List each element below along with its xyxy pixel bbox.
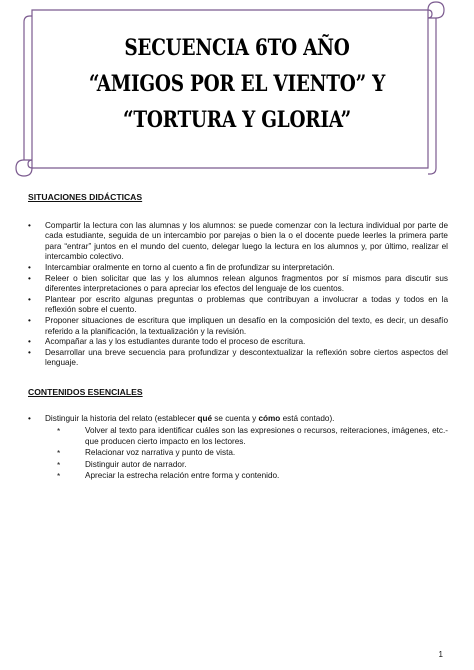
asterisk-icon: *	[57, 460, 61, 470]
contenidos-list	[28, 414, 448, 483]
page-number: 1	[438, 650, 443, 659]
bullet-icon: •	[28, 413, 31, 423]
title-line-1: SECUENCIA 6TO AÑO	[124, 35, 350, 61]
bullet-icon: •	[28, 337, 31, 347]
list-item	[28, 221, 448, 263]
list-item	[28, 274, 448, 295]
bullet-icon: •	[28, 273, 31, 283]
list-item	[28, 316, 448, 337]
list-item-text: Acompañar a las y los estudiantes durante todo el proceso de escritura.	[45, 337, 306, 347]
list-item	[28, 414, 448, 483]
title-line-3: “TORTURA Y GLORIA”	[123, 107, 351, 133]
bold-segment: cómo	[258, 413, 281, 423]
main-item-text	[45, 414, 334, 423]
title-line-2: “AMIGOS POR EL VIENTO” Y	[88, 71, 386, 97]
bullet-icon: •	[28, 347, 31, 357]
sub-item-text: Volver al texto para identificar cuáles son las expresiones o recursos, reiteraciones, imágenes, etc.- que producen cierto impacto en los lectores.	[85, 426, 448, 446]
list-item	[28, 348, 448, 369]
list-item	[28, 295, 448, 316]
bold-segment: qué	[197, 413, 213, 423]
asterisk-icon: *	[57, 427, 61, 437]
sub-item-text: Apreciar la estrecha relación entre forma y contenido.	[85, 471, 280, 481]
title-banner	[0, 0, 474, 185]
document-body	[28, 192, 448, 482]
section-heading-contenidos: CONTENIDOS ESENCIALES	[28, 386, 143, 397]
document-title	[85, 30, 388, 138]
bullet-icon: •	[28, 220, 31, 230]
list-item-text: Plantear por escrito algunas preguntas o problemas que contribuyan a involucrar a todas y todos en la reflexión sobre el cuento.	[45, 294, 448, 315]
list-item-text: Proponer situaciones de escritura que impliquen un desafío en la composición del texto, es decir, un desafío referido a la planificación, la textualización y la revisión.	[45, 315, 448, 336]
list-item	[28, 263, 448, 274]
sub-list-item	[57, 459, 448, 471]
text-segment: está contado).	[280, 413, 335, 423]
sub-item-text: Relacionar voz narrativa y punto de vista.	[85, 448, 236, 458]
sub-item-text: Distinguir autor de narrador.	[85, 459, 187, 469]
bullet-icon: •	[28, 262, 31, 272]
asterisk-icon: *	[57, 472, 61, 482]
bullet-icon: •	[28, 294, 31, 304]
sub-list-item	[57, 425, 448, 447]
list-item-text: Releer o bien solicitar que las y los alumnos relean algunos fragmentos por sí mismos para discutir sus diferentes interpretaciones o para apreciar los efectos del lenguaje de los cuentos.	[45, 273, 448, 294]
text-segment: se cuenta y	[212, 413, 259, 423]
contenidos-section	[28, 387, 448, 482]
list-item-text: Intercambiar oralmente en torno al cuento a fin de profundizar su interpretación.	[45, 262, 335, 272]
text-segment: Distinguir la historia del relato (establecer	[45, 413, 198, 423]
list-item-text: Desarrollar una breve secuencia para profundizar y descontextualizar la reflexión sobre ciertos aspectos del lenguaje.	[45, 347, 448, 368]
sub-list	[45, 425, 448, 482]
sub-list-item	[57, 470, 448, 482]
situaciones-list	[28, 221, 448, 369]
sub-list-item	[57, 447, 448, 459]
bullet-icon: •	[28, 315, 31, 325]
list-item-text: Compartir la lectura con las alumnas y los alumnos: se puede comenzar con la lectura individual por parte de cada estudiante, seguida de un intercambio por parejas o bien la o el docente puede leerles la primera parte para “entrar” juntos en el mundo del cuento, delegar luego la lectura en los alumnos y, por último, realizar el intercambio colectivo.	[45, 220, 448, 262]
section-heading-situaciones: SITUACIONES DIDÁCTICAS	[28, 192, 143, 202]
asterisk-icon: *	[57, 449, 61, 459]
list-item	[28, 337, 448, 348]
